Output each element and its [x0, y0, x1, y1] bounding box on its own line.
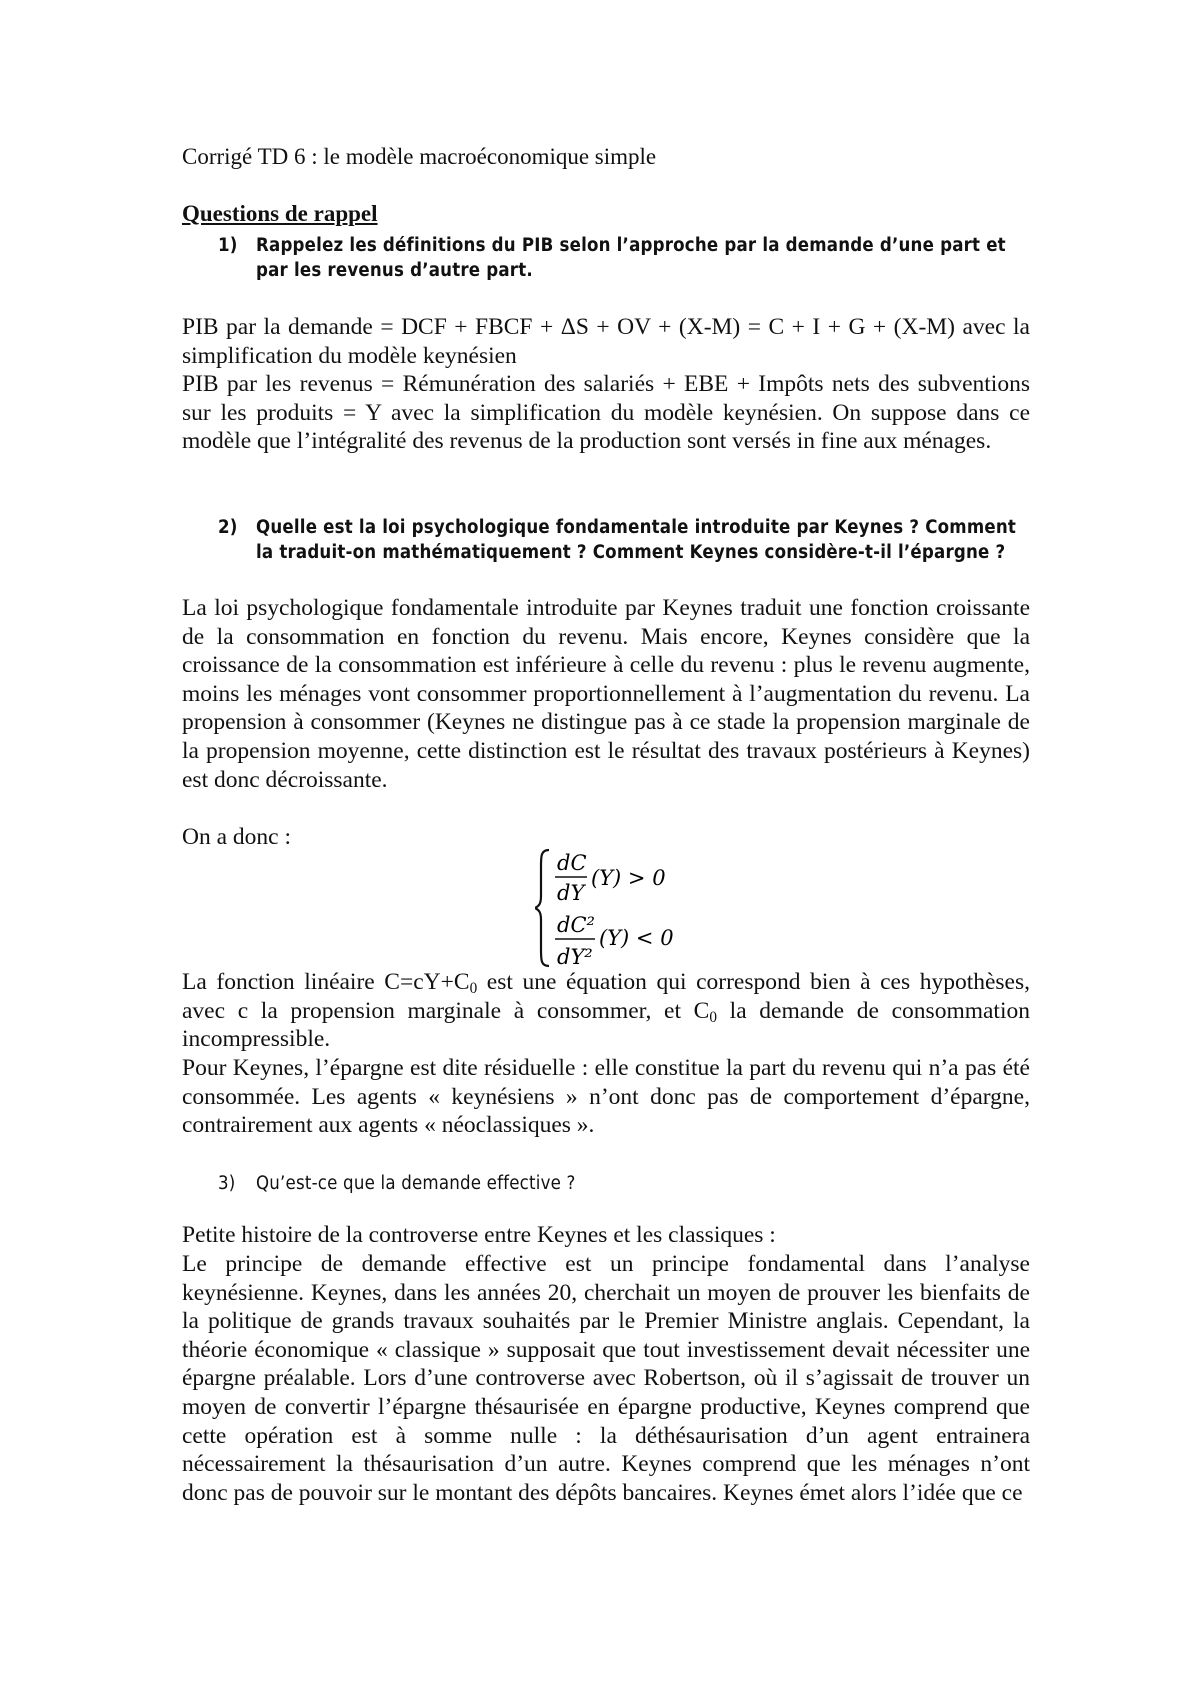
- question-2: [218, 515, 1028, 565]
- fraction-1-numerator: dC: [557, 851, 587, 875]
- brace-icon: [535, 850, 549, 966]
- question-1: [218, 233, 1028, 283]
- answer-1-revenus: PIB par les revenus = Rémunération des salariés + EBE + Impôts nets des subventions sur les produits = Y avec la simplification du modèle keynésien. On suppose dans ce modèle que l’intégralité des revenus de la production sont versés in fine aux ménages.: [182, 371, 1030, 455]
- answer-2-paragraph: La loi psychologique fondamentale introduite par Keynes traduit une fonction croissante de la consommation en fonction du revenu. Mais encore, Keynes considère que la croissance de la consommation est inférieure à celle du revenu : plus le revenu augmente, moins les ménages vont consommer proportionnellement à l’augmentation du revenu. La propension à consommer (Keynes ne distingue pas à ce stade la propension marginale de la propension moyenne, cette distinction est le résultat des travaux postérieurs à Keynes) est donc décroissante.: [182, 595, 1030, 793]
- answer-2-linear-function: [182, 968, 1030, 1054]
- section-heading: Questions de rappel: [182, 201, 378, 226]
- formula-svg: [535, 844, 735, 972]
- text-fragment: La fonction linéaire C=cY+C: [182, 969, 470, 995]
- question-text: Rappelez les définitions du PIB selon l’approche par la demande d’une part et par les revenus d’autre part.: [256, 235, 1006, 281]
- question-number: 2): [218, 517, 238, 538]
- question-text: Quelle est la loi psychologique fondamentale introduite par Keynes ? Comment la traduit-on mathématiquement ? Comment Keynes considère-t-il l’épargne ?: [256, 517, 1017, 563]
- fraction-2-denominator: dY²: [557, 945, 593, 969]
- answer-1-demande: PIB par la demande = DCF + FBCF + ΔS + OV + (X-M) = C + I + G + (X-M) avec la simplification du modèle keynésien: [182, 314, 1030, 369]
- answer-2-epargne: Pour Keynes, l’épargne est dite résiduelle : elle constitue la part du revenu qui n’a pas été consommée. Les agents « keynésiens » n’ont donc pas de comportement d’épargne, contrairement aux agents « néoclassiques ».: [182, 1055, 1030, 1139]
- answer-2-on-a-donc: On a donc :: [182, 824, 291, 850]
- question-3: [218, 1171, 1028, 1196]
- question-number: 1): [218, 235, 238, 256]
- formula-2-rest: (Y) < 0: [599, 926, 674, 950]
- text-fragment: la demande de consommation incompressible.: [182, 997, 1030, 1053]
- fraction-2-numerator: dC²: [557, 913, 595, 937]
- fraction-1-denominator: dY: [557, 881, 585, 905]
- subscript: 0: [709, 1008, 717, 1026]
- answer-3-paragraph: Le principe de demande effective est un principe fondamental dans l’analyse keynésienne. Keynes, dans les années 20, cherchait un moyen de prouver les bienfaits de la politique de grands travaux souhaités par le Premier Ministre anglais. Cependant, la théorie économique « classique » supposait que tout investissement devait nécessiter une épargne préalable. Lors d’une controverse avec Robertson, où il s’agissait de trouver un moyen de convertir l’épargne thésaurisée en épargne productive, Keynes comprend que cette opération est à somme nulle : la déthésaurisation d’un agent entrainera nécessairement la thésaurisation d’un autre. Keynes comprend que les ménages n’ont donc pas de pouvoir sur le montant des dépôts bancaires. Keynes émet alors l’idée que ce: [182, 1251, 1030, 1506]
- math-formula-system: [535, 844, 735, 972]
- question-number: 3): [218, 1173, 236, 1194]
- document-title: Corrigé TD 6 : le modèle macroéconomique simple: [182, 144, 657, 169]
- formula-1-rest: (Y) > 0: [591, 866, 666, 890]
- answer-3-intro: Petite histoire de la controverse entre Keynes et les classiques :: [182, 1222, 776, 1248]
- text-fragment: est une équation qui correspond bien à ces hypothèses, avec c la propension marginale à consommer, et C: [182, 969, 1031, 1024]
- question-text: Qu’est-ce que la demande effective ?: [256, 1173, 576, 1194]
- subscript: 0: [469, 979, 478, 997]
